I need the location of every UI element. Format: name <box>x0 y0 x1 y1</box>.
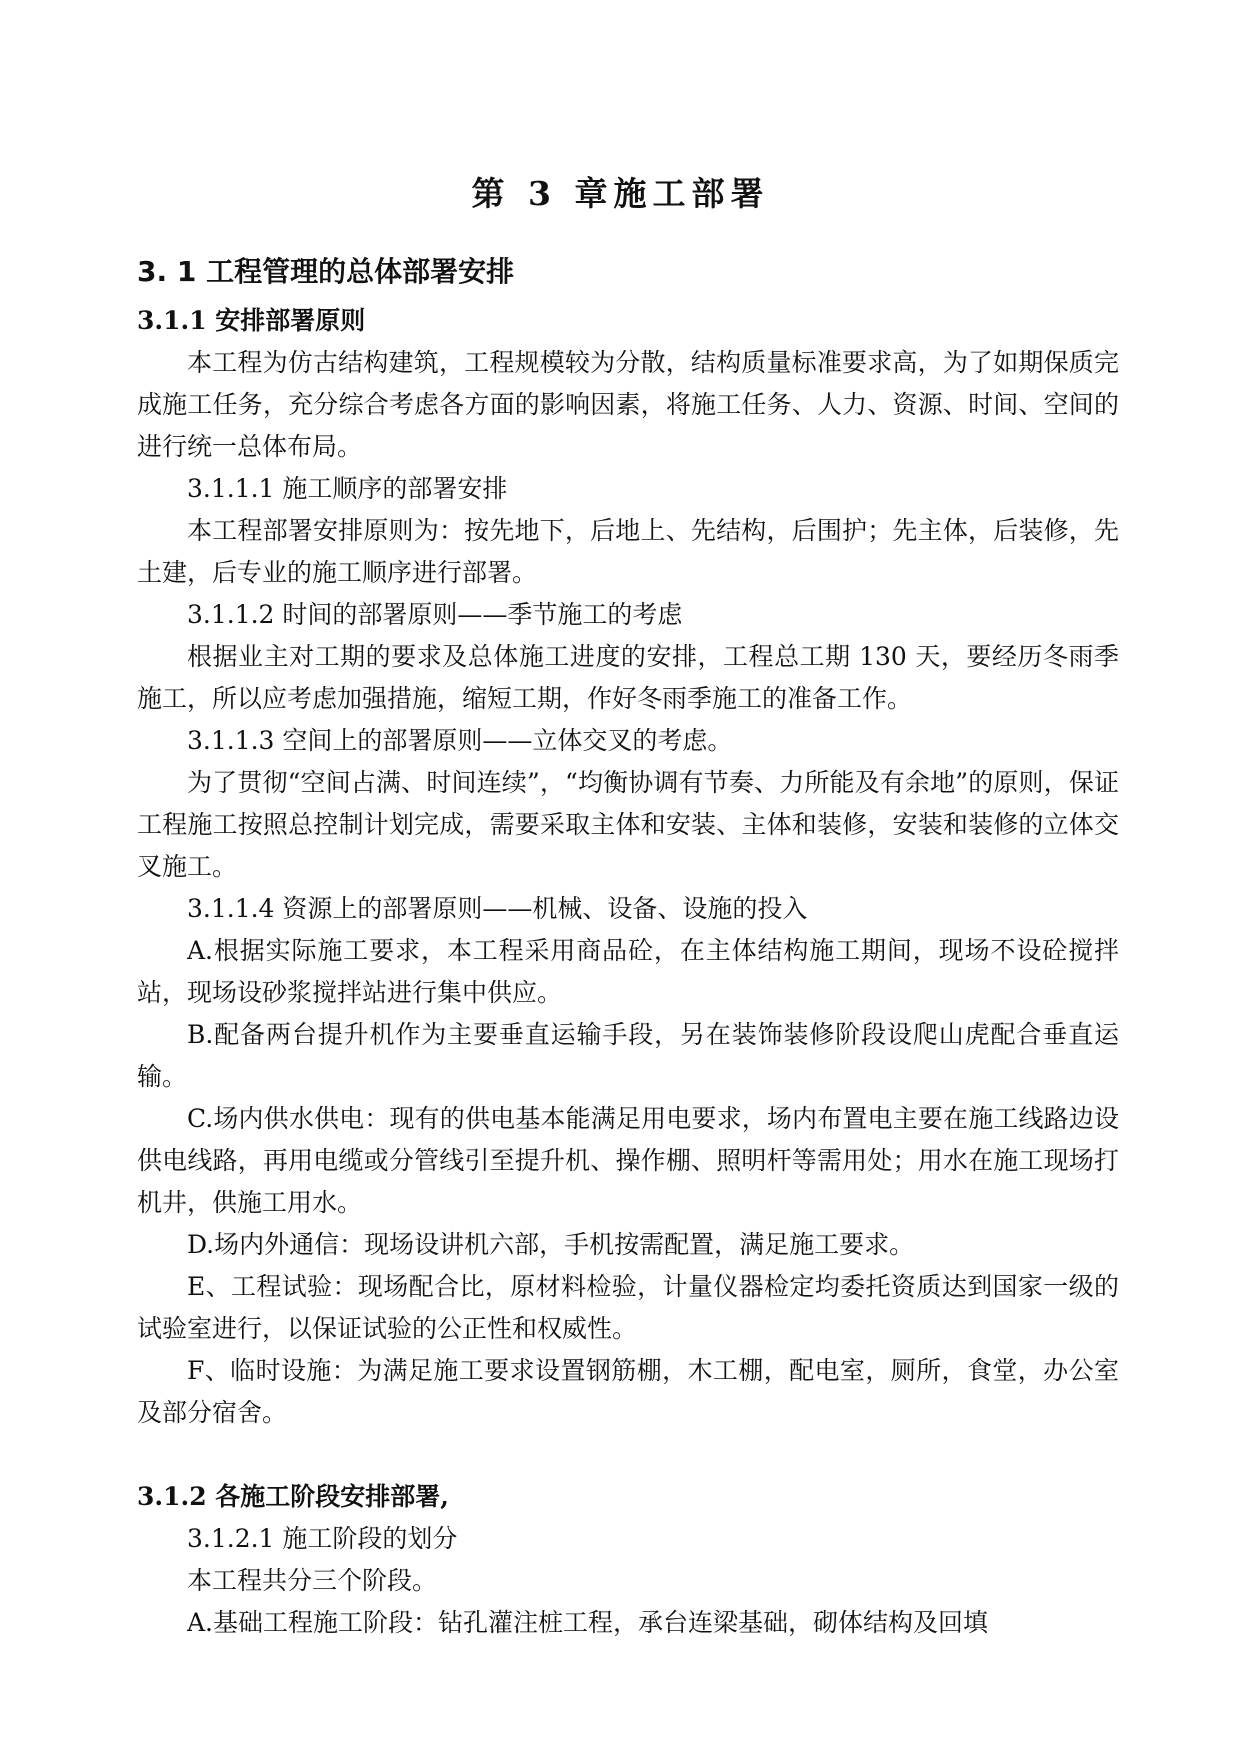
heading-3-1-1-4: 3.1.1.4 资源上的部署原则——机械、设备、设施的投入 <box>187 894 808 923</box>
paragraph-item-a: A.根据实际施工要求，本工程采用商品砼，在主体结构施工期间，现场不设砼搅拌站，现场设砂浆搅拌站进行集中供应。 <box>137 936 1119 1007</box>
heading-3-1-2-1: 3.1.2.1 施工阶段的划分 <box>187 1524 458 1553</box>
subsection-heading-3-1-1: 3.1.1 安排部署原则 <box>137 306 366 335</box>
paragraph-three-phases: 本工程共分三个阶段。 <box>187 1566 438 1595</box>
paragraph-item-d: D.场内外通信：现场设讲机六部，手机按需配置，满足施工要求。 <box>187 1230 915 1259</box>
section-heading: 3. 1 工程管理的总体部署安排 <box>137 255 515 288</box>
paragraph-space-deployment: 为了贯彻“空间占满、时间连续”，“均衡协调有节奏、力所能及有余地”的原则，保证工程施工按照总控制计划完成，需要采取主体和安装、主体和装修，安装和装修的立体交叉施工。 <box>137 768 1119 881</box>
paragraph-construction-order: 本工程部署安排原则为：按先地下，后地上、先结构，后围护；先主体，后装修，先土建，后专业的施工顺序进行部署。 <box>137 516 1119 587</box>
paragraph-phase-a: A.基础工程施工阶段：钻孔灌注桩工程，承台连梁基础，砌体结构及回填 <box>187 1608 989 1637</box>
paragraph-time-deployment: 根据业主对工期的要求及总体施工进度的安排，工程总工期 130 天，要经历冬雨季施工，所以应考虑加强措施，缩短工期，作好冬雨季施工的准备工作。 <box>137 642 1119 713</box>
heading-3-1-1-1: 3.1.1.1 施工顺序的部署安排 <box>187 474 508 503</box>
paragraph-item-b: B.配备两台提升机作为主要垂直运输手段，另在装饰装修阶段设爬山虎配合垂直运输。 <box>137 1020 1119 1091</box>
paragraph-item-f: F、临时设施：为满足施工要求设置钢筋棚，木工棚，配电室，厕所，食堂，办公室及部分宿舍。 <box>137 1356 1119 1427</box>
heading-3-1-1-2: 3.1.1.2 时间的部署原则——季节施工的考虑 <box>187 600 683 629</box>
paragraph-item-e: E、工程试验：现场配合比，原材料检验，计量仪器检定均委托资质达到国家一级的试验室进行，以保证试验的公正性和权威性。 <box>137 1272 1119 1343</box>
chapter-title: 第 3 章施工部署 <box>471 174 770 213</box>
heading-3-1-1-3: 3.1.1.3 空间上的部署原则——立体交叉的考虑。 <box>187 726 733 755</box>
paragraph-item-c: C.场内供水供电：现有的供电基本能满足用电要求，场内布置电主要在施工线路边设供电线路，再用电缆或分管线引至提升机、操作棚、照明杆等需用处；用水在施工现场打机井，供施工用水。 <box>137 1104 1119 1217</box>
body-text <box>137 300 1119 1644</box>
paragraph-overview: 本工程为仿古结构建筑，工程规模较为分散，结构质量标准要求高，为了如期保质完成施工任务，充分综合考虑各方面的影响因素，将施工任务、人力、资源、时间、空间的进行统一总体布局。 <box>137 348 1119 461</box>
paragraph-spacer <box>137 1434 1119 1476</box>
subsection-heading-3-1-2: 3.1.2 各施工阶段安排部署, <box>137 1482 450 1511</box>
